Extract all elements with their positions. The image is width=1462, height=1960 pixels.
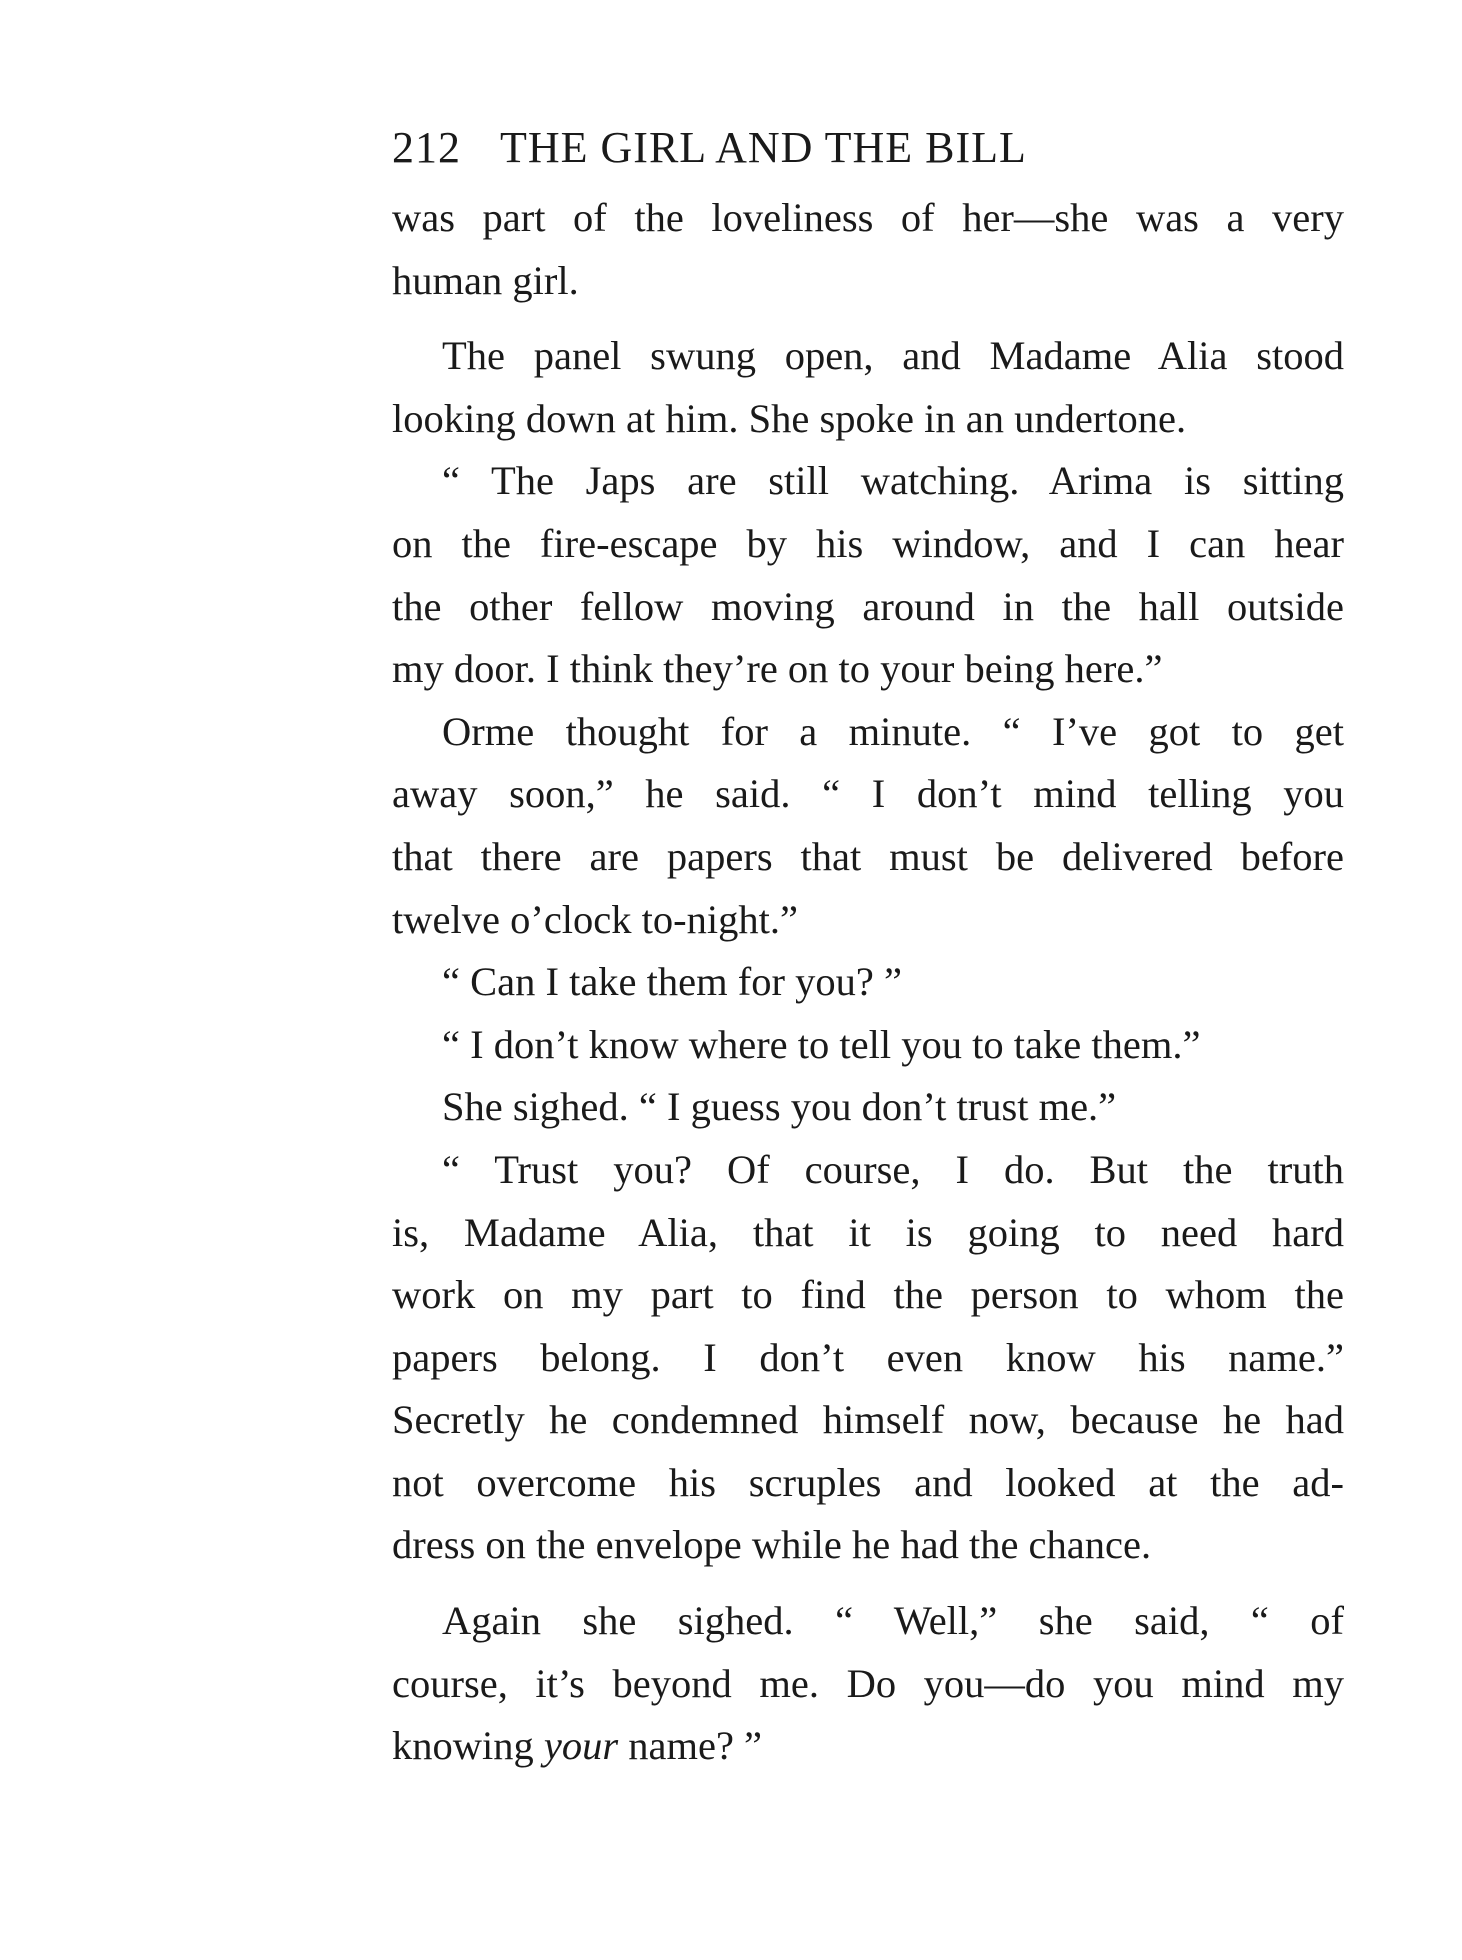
body-text (392, 187, 1344, 1778)
text-line: Again she sighed. “ Well,” she said, “ of (442, 1598, 1344, 1644)
paragraph (392, 450, 1344, 700)
text-line: work on my part to find the person to whom the (392, 1272, 1344, 1318)
paragraph (392, 951, 1344, 1014)
text-line: course, it’s beyond me. Do you—do you mind my (392, 1660, 1344, 1706)
paragraph (392, 1590, 1344, 1778)
paragraph (392, 187, 1344, 312)
paragraph (392, 325, 1344, 450)
text-line: “ The Japs are still watching. Arima is sitting (442, 458, 1344, 504)
text-line: not overcome his scruples and looked at the ad- (392, 1459, 1344, 1505)
page-number: 212 (392, 123, 461, 172)
text-line: Secretly he condemned himself now, because he had (392, 1397, 1344, 1443)
running-header (392, 118, 1342, 178)
paragraph (392, 1076, 1344, 1139)
text-line (392, 1715, 1344, 1778)
text-line: “ Can I take them for you? ” (442, 959, 902, 1005)
text-line: She sighed. “ I guess you don’t trust me.” (442, 1084, 1117, 1130)
text-line: twelve o’clock to-night.” (392, 896, 798, 942)
text-line: the other fellow moving around in the hall outside (392, 583, 1344, 629)
paragraph (392, 1139, 1344, 1577)
text-line: “ Trust you? Of course, I do. But the truth (442, 1146, 1344, 1192)
text-line: human girl. (392, 257, 579, 303)
paragraph (392, 1014, 1344, 1077)
text-line: was part of the loveliness of her—she was a very (392, 195, 1344, 240)
text-line: on the fire-escape by his window, and I can hear (392, 520, 1344, 566)
text-line: The panel swung open, and Madame Alia stood (442, 333, 1344, 379)
text-line: my door. I think they’re on to your being here.” (392, 646, 1163, 692)
text-line: papers belong. I don’t even know his name.” (392, 1334, 1344, 1380)
running-title: THE GIRL AND THE BILL (500, 123, 1027, 172)
text-line: Orme thought for a minute. “ I’ve got to get (442, 708, 1344, 754)
text-line: “ I don’t know where to tell you to take them.” (442, 1021, 1201, 1067)
text-line: is, Madame Alia, that it is going to need hard (392, 1209, 1344, 1255)
emphasized-word: your (543, 1723, 619, 1769)
text-fragment: name? ” (618, 1723, 763, 1769)
text-line: away soon,” he said. “ I don’t mind telling you (392, 771, 1344, 817)
text-line: dress on the envelope while he had the chance. (392, 1522, 1152, 1568)
text-line: looking down at him. She spoke in an undertone. (392, 395, 1187, 441)
text-line: that there are papers that must be delivered before (392, 833, 1344, 879)
text-fragment: knowing (392, 1723, 544, 1769)
paragraph (392, 701, 1344, 951)
